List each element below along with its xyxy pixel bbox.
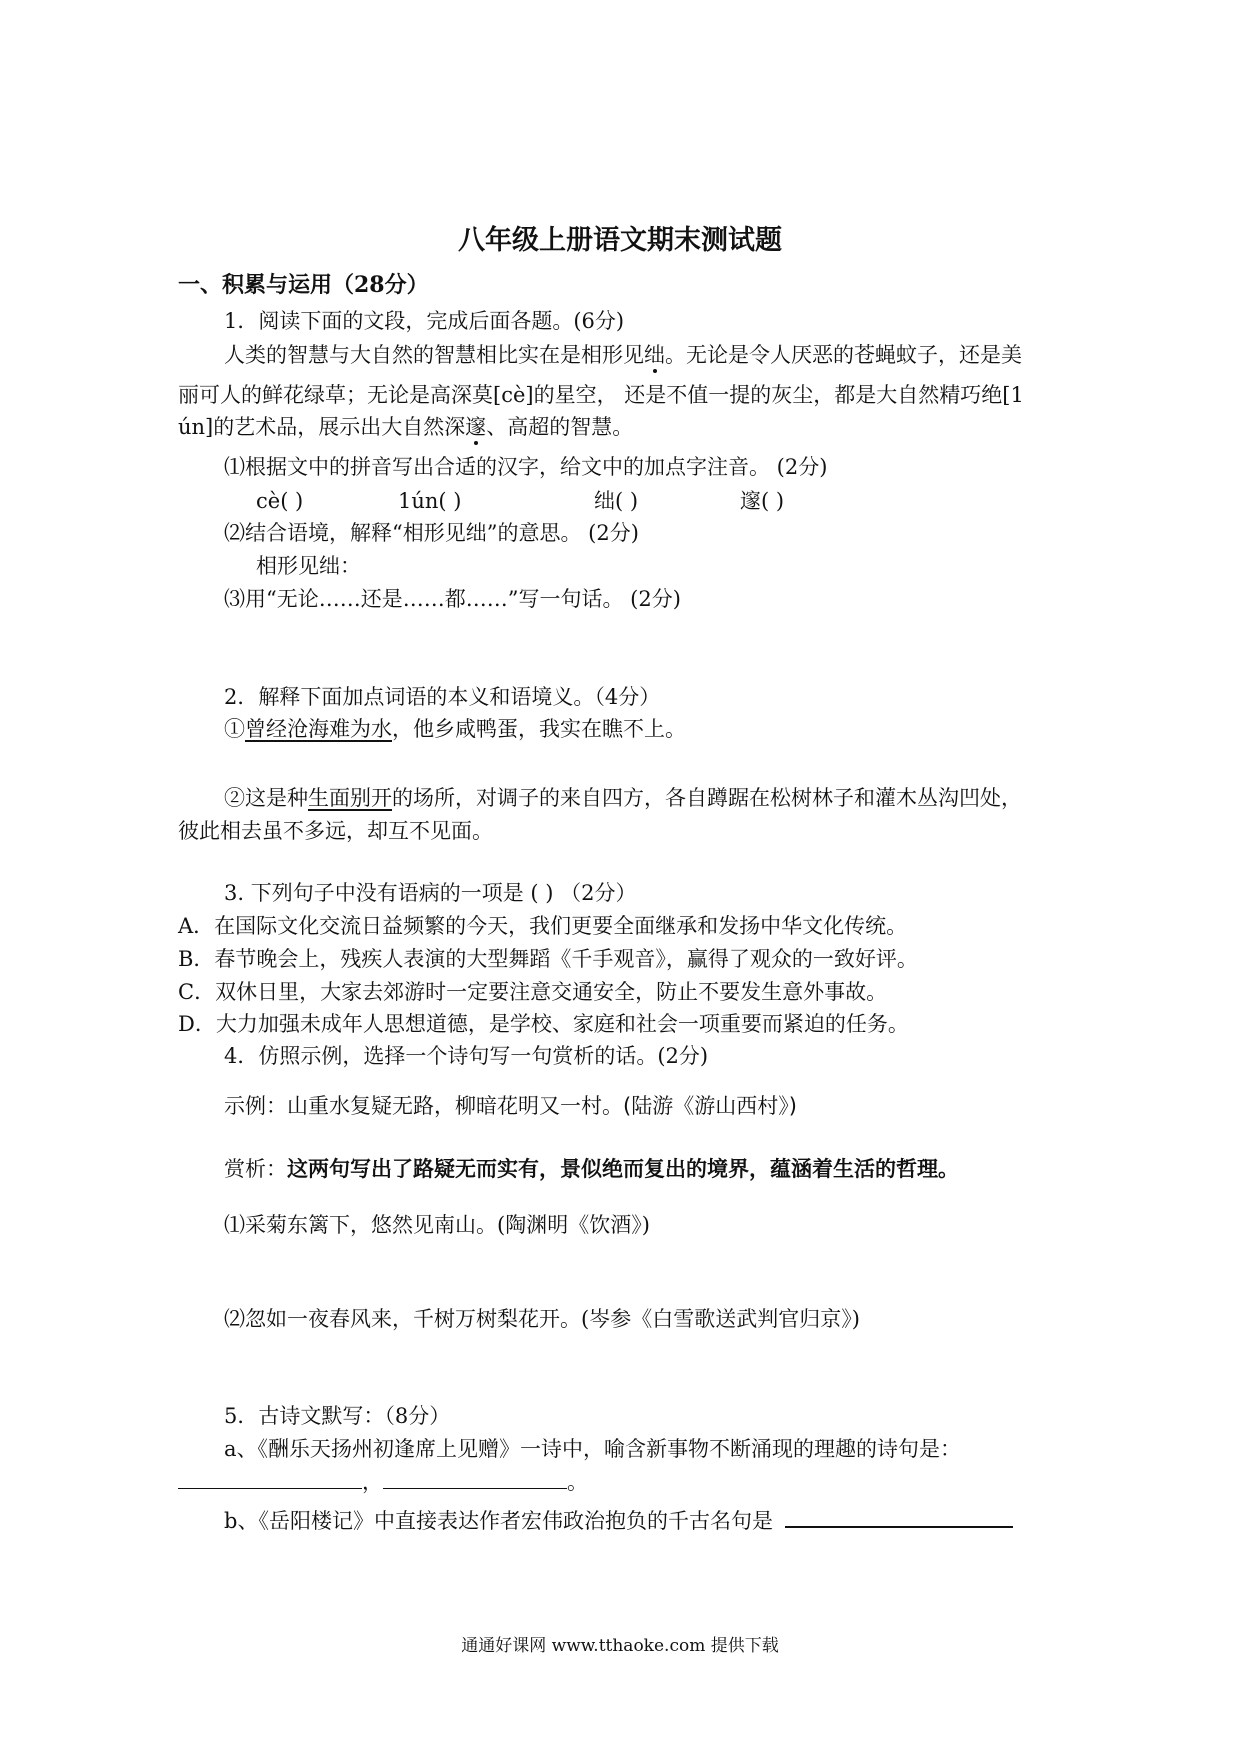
passage-text: ún]的艺术品，展示出大自然深 — [178, 415, 466, 439]
q2-sentence-2 — [224, 785, 1022, 811]
dotted-character: 邃 — [465, 415, 487, 439]
example-text: 示例：山重水复疑无路，柳暗花明又一村。 — [224, 1094, 623, 1118]
item-marker: ① — [224, 717, 245, 741]
q5-part-a: a、《酬乐天扬州初逢席上见赠》一诗中，喻含新事物不断涌现的理趣的诗句是： — [224, 1437, 962, 1461]
q4-stem: 4．仿照示例，选择一个诗句写一句赏析的话。(2分) — [224, 1044, 709, 1068]
answer-blank[interactable] — [178, 1468, 362, 1489]
underlined-phrase: 曾经沧海难为水 — [245, 717, 392, 741]
q1-passage-line-3 — [178, 414, 633, 440]
page-title: 八年级上册语文期末测试题 — [458, 225, 782, 256]
q2-stem: 2．解释下面加点词语的本义和语境义。（4分） — [224, 685, 661, 709]
q1-stem: 1．阅读下面的文段，完成后面各题。(6分) — [224, 309, 625, 333]
pinyin-blank-ce[interactable]: cè( ) — [256, 489, 304, 513]
passage-text: 人类的智慧与大自然的智慧相比实在是相形见 — [224, 343, 644, 367]
example-source: (陆游《游山西村》) — [623, 1094, 797, 1118]
analysis-text: 这两句写出了路疑无而实有，景似绝而复出的境界，蕴涵着生活的哲理。 — [287, 1157, 959, 1181]
q2-sentence-1 — [224, 716, 686, 742]
q1-sub2-answer-label: 相形见绌： — [256, 554, 361, 578]
q3-option-c[interactable]: C．双休日里，大家去郊游时一定要注意交通安全，防止不要发生意外事故。 — [178, 980, 888, 1004]
sentence-text: 的场所，对调子的来自四方，各自蹲踞在松树林子和灌木丛沟凹处， — [392, 786, 1022, 810]
dotted-character: 绌 — [644, 343, 665, 367]
q5-stem: 5．古诗文默写：（8分） — [224, 1404, 451, 1428]
pinyin-blank-lun[interactable]: 1ún( ) — [398, 489, 462, 513]
q4-item-2: ⑵忽如一夜春风来，千树万树梨花开。(岑参《白雪歌送武判官归京》) — [224, 1307, 860, 1331]
q1-passage-line-2: 丽可人的鲜花绿草；无论是高深莫[cè]的星空， 还是不值一提的灰尘，都是大自然精巧绝[1 — [178, 383, 1024, 407]
section-heading: 一、积累与运用（28分） — [178, 272, 429, 298]
q3-stem: 3. 下列句子中没有语病的一项是 ( ) （2分） — [224, 881, 637, 905]
passage-text: 。无论是令人厌恶的苍蝇蚊子，还是美 — [665, 343, 1022, 367]
q4-item-1: ⑴采菊东篱下，悠然见南山。(陶渊明《饮酒》) — [224, 1213, 650, 1237]
q1-sub3: ⑶用“无论……还是……都……”写一句话。 (2分) — [224, 587, 681, 611]
q5-part-a-blanks — [178, 1468, 588, 1495]
q1-passage-line-1 — [224, 342, 1022, 368]
q1-sub1: ⑴根据文中的拼音写出合适的汉字，给文中的加点字注音。 (2分) — [224, 455, 828, 479]
q3-option-d[interactable]: D．大力加强未成年人思想道德，是学校、家庭和社会一项重要而紧迫的任务。 — [178, 1012, 909, 1036]
footer-text: 通通好课网 www.tthaoke.com 提供下载 — [461, 1636, 779, 1656]
pinyin-blank-chu[interactable]: 绌( ) — [594, 489, 639, 513]
q2-sentence-2-line-2: 彼此相去虽不多远，却互不见面。 — [178, 819, 493, 843]
passage-text: 、高超的智慧。 — [486, 415, 634, 439]
question-text: b、《岳阳楼记》中直接表达作者宏伟政治抱负的千古名句是 — [224, 1509, 773, 1533]
punctuation: ， — [362, 1470, 383, 1494]
q5-part-b — [224, 1506, 1013, 1534]
answer-blank[interactable] — [785, 1506, 1013, 1528]
punctuation: 。 — [567, 1470, 588, 1494]
sentence-text: ，他乡咸鸭蛋，我实在瞧不上。 — [392, 717, 686, 741]
underlined-phrase: 生面别开 — [308, 786, 392, 810]
q4-analysis — [224, 1156, 959, 1182]
pinyin-blank-sui[interactable]: 邃( ) — [740, 489, 785, 513]
q1-sub2: ⑵结合语境，解释“相形见绌”的意思。 (2分) — [224, 521, 639, 545]
q4-example — [224, 1093, 797, 1119]
answer-blank[interactable] — [383, 1468, 567, 1489]
sentence-text: ②这是种 — [224, 786, 308, 810]
analysis-label: 赏析： — [224, 1157, 287, 1181]
q3-option-a[interactable]: A．在国际文化交流日益频繁的今天，我们更要全面继承和发扬中华文化传统。 — [178, 914, 908, 938]
q3-option-b[interactable]: B．春节晚会上，残疾人表演的大型舞蹈《千手观音》，赢得了观众的一致好评。 — [178, 947, 918, 971]
